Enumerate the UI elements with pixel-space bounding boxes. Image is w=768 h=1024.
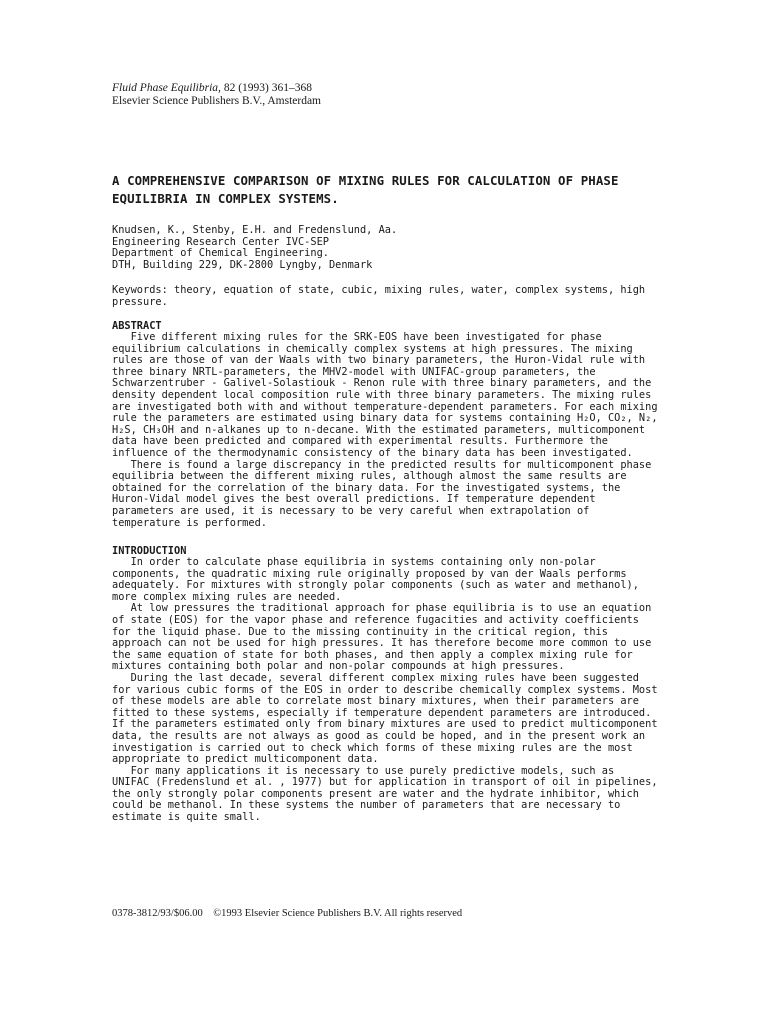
affiliation-line-1: Engineering Research Center IVC-SEP (112, 235, 329, 248)
introduction-heading: INTRODUCTION (112, 545, 187, 557)
author-names: Knudsen, K., Stenby, E.H. and Fredenslund, Aa. (112, 224, 398, 236)
text-line: During the last decade, several different complex mixing rules have been suggested (112, 671, 639, 684)
journal-header (112, 82, 572, 108)
paper-title (112, 172, 664, 208)
text-line: data, the results are not always as good as could be hoped, and in the present work an (112, 729, 646, 742)
copyright-footer: 0378-3812/93/$06.00 ©1993 Elsevier Science Publishers B.V. All rights reserved (112, 908, 463, 919)
text-line: If the parameters estimated only from binary mixtures are used to predict multicomponent (112, 718, 658, 731)
keywords-line-2: pressure. (112, 295, 168, 308)
keywords-line-1: Keywords: theory, equation of state, cubic, mixing rules, water, complex systems, high (112, 284, 646, 296)
abstract-section (112, 320, 664, 529)
journal-citation (112, 82, 572, 95)
text-line: rules are those of van der Waals with two binary parameters, the Huron-Vidal rule with (112, 354, 646, 367)
text-line: UNIFAC (Fredenslund et al. , 1977) but for application in transport of oil in pipelines, (112, 776, 658, 789)
abstract-heading: ABSTRACT (112, 320, 162, 332)
text-line: For many applications it is necessary to use purely predictive models, such as (112, 764, 615, 777)
text-line: density dependent local composition rule with three binary parameters. The mixing rules (112, 388, 652, 401)
text-line: approach can not be used for high pressures. It has therefore become more common to use (112, 637, 652, 650)
text-line: influence of the thermodynamic consistency of the binary data has been investigated. (112, 446, 633, 459)
affiliation-line-2: Department of Chemical Engineering. (112, 247, 329, 260)
publisher-line: Elsevier Science Publishers B.V., Amsterdam (112, 95, 321, 107)
text-line: estimate is quite small. (112, 811, 261, 824)
text-line: equilibria between the different mixing rules, although almost the same results are (112, 470, 627, 483)
text-line: for the liquid phase. Due to the missing continuity in the critical region, this (112, 625, 608, 638)
introduction-body (112, 557, 664, 824)
text-line: investigation is carried out to check which forms of these mixing rules are the most (112, 741, 633, 754)
journal-reference: 82 (1993) 361–368 (220, 82, 312, 94)
text-line: of state (EOS) for the vapor phase and reference fugacities and activity coefficients (112, 613, 639, 626)
title-line-1: A COMPREHENSIVE COMPARISON OF MIXING RULES FOR CALCULATION OF PHASE (112, 173, 619, 188)
journal-name: Fluid Phase Equilibria, (112, 82, 221, 94)
text-line: of these models are able to correlate most binary mixtures, when their parameters are (112, 695, 639, 708)
text-line: Huron-Vidal model gives the best overall predictions. If temperature dependent (112, 493, 596, 506)
text-line: H₂S, CH₃OH and n-alkanes up to n-decane. With the estimated parameters, multicomponent (112, 423, 646, 436)
text-line: rule the parameters are estimated using binary data for systems containing H₂O, CO₂, N₂, (112, 412, 658, 425)
text-line: There is found a large discrepancy in the predicted results for multicomponent phase (112, 458, 652, 471)
introduction-section (112, 545, 664, 824)
text-line: equilibrium calculations in chemically complex systems at high pressures. The mixing (112, 342, 633, 355)
keywords-block (112, 285, 664, 308)
text-line: temperature is performed. (112, 516, 267, 529)
text-line: Five different mixing rules for the SRK-EOS have been investigated for phase (112, 331, 602, 343)
text-line: At low pressures the traditional approach for phase equilibria is to use an equation (112, 602, 652, 615)
text-line: three binary NRTL-parameters, the MHV2-model with UNIFAC-group parameters, the (112, 365, 596, 378)
text-line: fitted to these systems, especially if temperature dependent parameters are introduced. (112, 706, 652, 719)
text-line: components, the quadratic mixing rule originally proposed by van der Waals performs (112, 567, 627, 580)
text-line: mixtures containing both polar and non-polar compounds at high pressures. (112, 660, 565, 673)
text-line: the same equation of state for both phases, and then apply a complex mixing rule for (112, 648, 633, 661)
text-line: adequately. For mixtures with strongly polar components (such as water and methanol), (112, 579, 639, 592)
text-line: could be methanol. In these systems the number of parameters that are necessary to (112, 799, 621, 812)
text-line: obtained for the correlation of the binary data. For the investigated systems, the (112, 481, 621, 494)
author-block (112, 225, 664, 271)
title-line-2: EQUILIBRIA IN COMPLEX SYSTEMS. (112, 191, 339, 206)
text-line: In order to calculate phase equilibria in systems containing only non-polar (112, 556, 596, 568)
text-line: parameters are used, it is necessary to be very careful when extrapolation of (112, 504, 590, 517)
text-line: data have been predicted and compared with experimental results. Furthermore the (112, 435, 608, 448)
abstract-body (112, 332, 664, 529)
text-line: Schwarzentruber - Galivel-Solastiouk - Renon rule with three binary parameters, and the (112, 377, 652, 390)
text-line: are investigated both with and without temperature-dependent parameters. For each mixing (112, 400, 658, 413)
affiliation-line-3: DTH, Building 229, DK-2800 Lyngby, Denmark (112, 258, 373, 271)
text-line: more complex mixing rules are needed. (112, 590, 342, 603)
text-line: the only strongly polar components present are water and the hydrate inhibitor, which (112, 787, 639, 800)
text-line: appropriate to predict multicomponent data. (112, 753, 379, 766)
text-line: for various cubic forms of the EOS in order to describe chemically complex systems. Most (112, 683, 658, 696)
